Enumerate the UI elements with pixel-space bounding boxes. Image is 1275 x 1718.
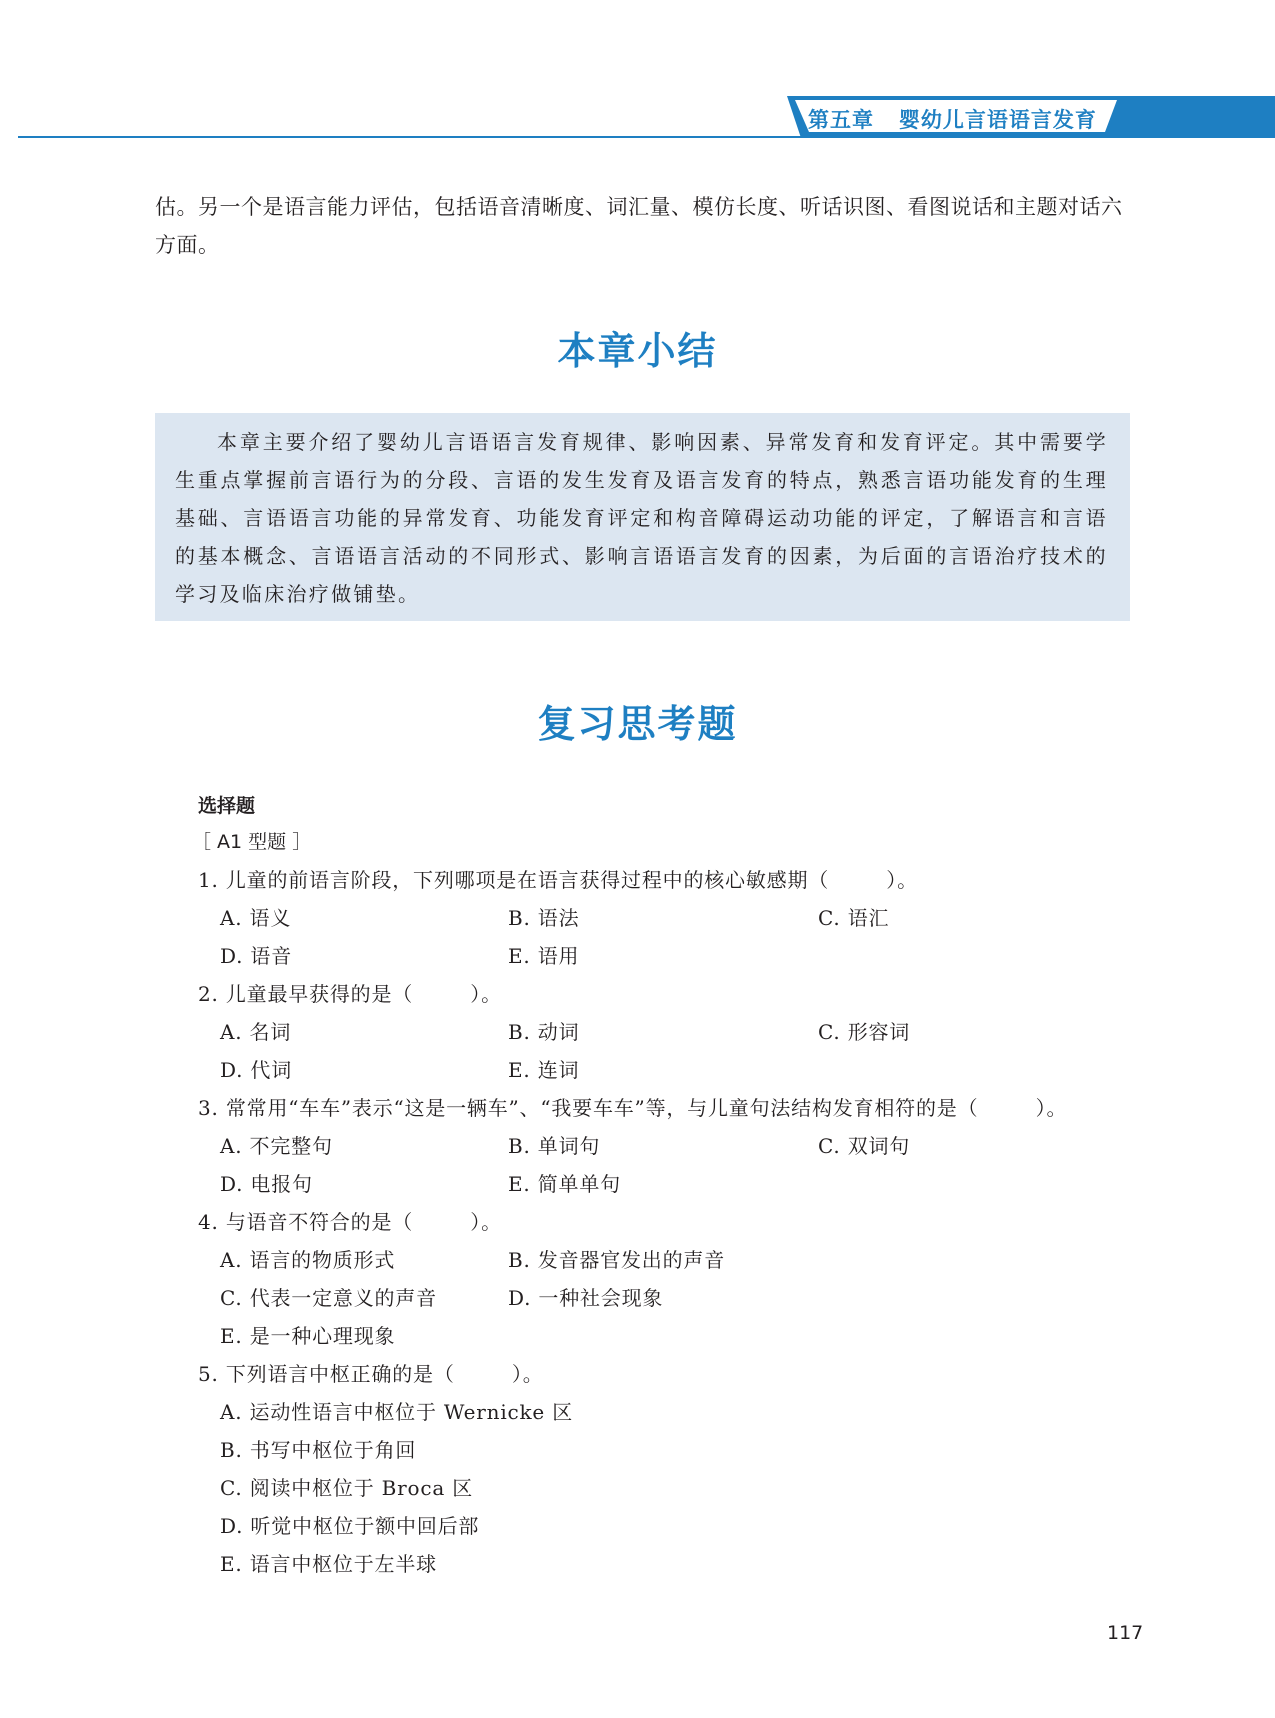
option: C. 双词句: [818, 1134, 911, 1158]
page-number: 117: [1107, 1622, 1144, 1644]
option: A. 不完整句: [220, 1134, 333, 1158]
option: D. 听觉中枢位于额中回后部: [220, 1514, 480, 1538]
chapter-title: 第五章 婴幼儿言语语言发育: [808, 108, 1097, 132]
question-stem: 5. 下列语言中枢正确的是（ ）。: [198, 1362, 544, 1386]
question-stem: 4. 与语音不符合的是（ ）。: [198, 1210, 502, 1234]
option: C. 代表一定意义的声音: [220, 1286, 437, 1310]
option: D. 一种社会现象: [508, 1286, 664, 1310]
summary-title: 本章小结: [557, 329, 718, 373]
summary-box: [155, 413, 1130, 621]
option: D. 语音: [220, 944, 293, 968]
option: A. 语义: [220, 906, 292, 930]
review-title: 复习思考题: [537, 702, 738, 746]
option: C. 形容词: [818, 1020, 911, 1044]
option: E. 语用: [508, 944, 580, 968]
summary-text: 本章主要介绍了婴幼儿言语语言发育规律、影响因素、异常发育和发育评定。其中需要学生重点掌握前言语行为的分段、言语的发生发育及语言发育的特点，熟悉言语功能发育的生理基础、言语语言功能的异常发育、功能发育评定和构音障碍运动功能的评定，了解语言和言语的基本概念、言语语言活动的不同形式、影响言语语言发育的因素，为后面的言语治疗技术的学习及临床治疗做铺垫。: [175, 430, 1108, 606]
option: E. 连词: [508, 1058, 580, 1082]
question-stem: 3. 常常用“车车”表示“这是一辆车”、“我要车车”等，与儿童句法结构发育相符的是（ ）。: [198, 1096, 1068, 1120]
option: C. 语汇: [818, 906, 890, 930]
option: B. 书写中枢位于角回: [220, 1438, 417, 1462]
intro-paragraph: 估。另一个是语言能力评估，包括语音清晰度、词汇量、模仿长度、听话识图、看图说话和主题对话六方面。: [155, 195, 1123, 257]
option: E. 语言中枢位于左半球: [220, 1552, 437, 1576]
question-type-label: 选择题: [198, 795, 256, 817]
option: B. 动词: [508, 1020, 580, 1044]
option: C. 阅读中枢位于 Broca 区: [220, 1476, 474, 1500]
question-group-label: ［ A1 型题 ］: [192, 831, 312, 853]
option: E. 是一种心理现象: [220, 1324, 396, 1348]
option: D. 电报句: [220, 1172, 313, 1196]
option: A. 运动性语言中枢位于 Wernicke 区: [220, 1400, 574, 1424]
option: E. 简单单句: [508, 1172, 621, 1196]
option: D. 代词: [220, 1058, 293, 1082]
option: B. 语法: [508, 906, 580, 930]
option: A. 名词: [220, 1020, 292, 1044]
option: A. 语言的物质形式: [220, 1248, 396, 1272]
question-stem: 2. 儿童最早获得的是（ ）。: [198, 982, 502, 1006]
question-stem: 1. 儿童的前语言阶段，下列哪项是在语言获得过程中的核心敏感期（ ）。: [198, 868, 918, 892]
option: B. 单词句: [508, 1134, 601, 1158]
option: B. 发音器官发出的声音: [508, 1248, 726, 1272]
